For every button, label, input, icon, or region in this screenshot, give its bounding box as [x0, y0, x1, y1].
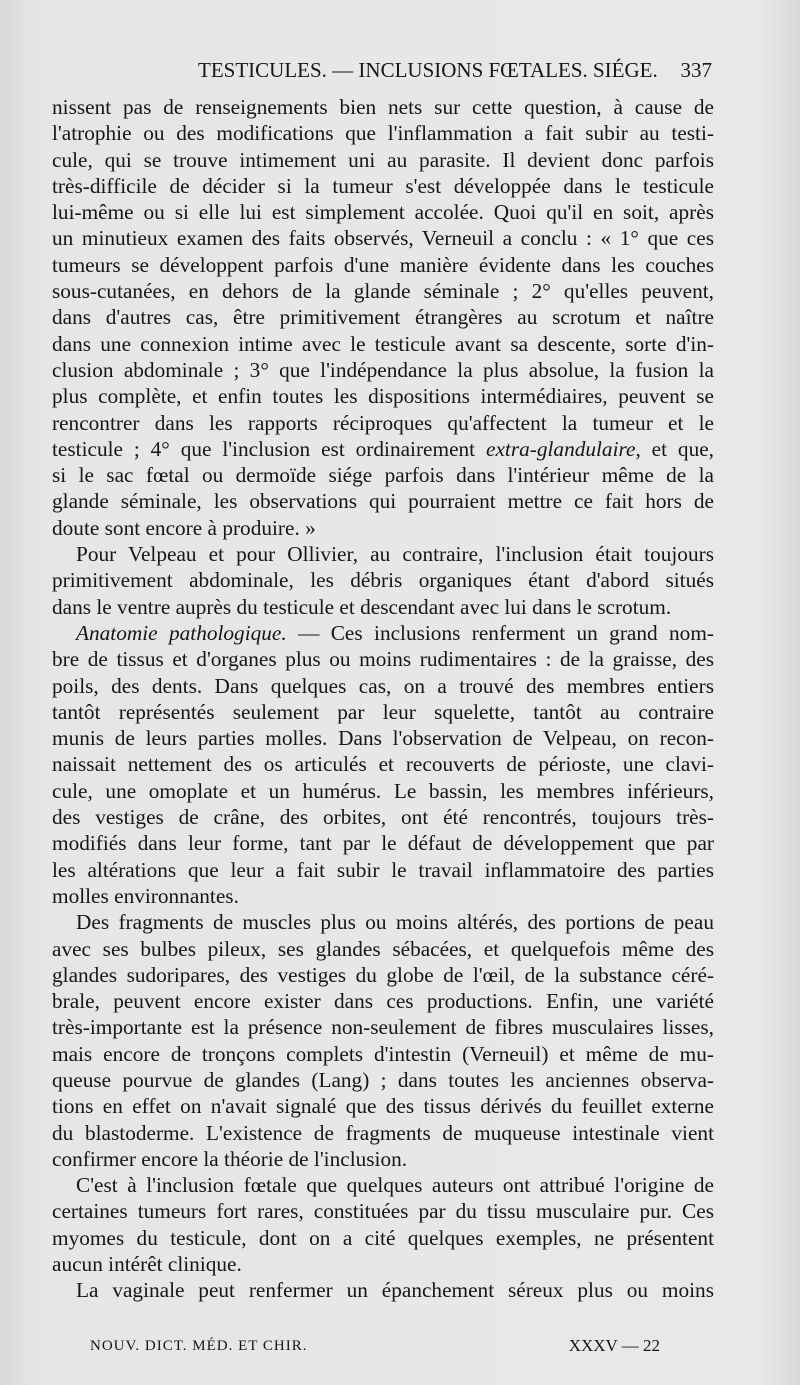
footer-signature: NOUV. DICT. MÉD. ET CHIR. — [90, 1338, 308, 1354]
text-line: l'atrophie ou des modifications que l'inflammation a fait subir au testi- — [52, 121, 714, 146]
text-line: bre de tissus et d'organes plus ou moins rudimentaires : de la graisse, des — [52, 647, 714, 672]
text-line: doute sont encore à produire. » — [52, 515, 316, 540]
paragraph — [52, 1277, 714, 1303]
text-line: primitivement abdominale, les débris organiques étant d'abord situés — [52, 568, 714, 593]
text-line: queuse pourvue de glandes (Lang) ; dans toutes les anciennes observa- — [52, 1067, 714, 1092]
text-line: modifiés dans leur forme, tant par le défaut de développement que par — [52, 831, 714, 856]
text-line-with-italic: testicule ; 4° que l'inclusion est ordinairement extra-glandulaire, et que, — [52, 436, 714, 461]
text-line: myomes du testicule, dont on a cité quelques exemples, ne présentent — [52, 1225, 714, 1250]
text-line: Des fragments de muscles plus ou moins altérés, des portions de peau — [76, 910, 714, 935]
paragraph — [52, 1172, 714, 1277]
text-line: des vestiges de crâne, des orbites, ont été rencontrés, toujours très- — [52, 805, 714, 830]
paragraph — [52, 94, 714, 541]
text-line: très-difficile de décider si la tumeur s'est développée dans le testicule — [52, 173, 714, 198]
paragraph — [52, 909, 714, 1172]
text-line: aucun intérêt clinique. — [52, 1252, 242, 1277]
paragraph — [52, 541, 714, 620]
text-line: munis de leurs parties molles. Dans l'observation de Velpeau, on recon- — [52, 726, 714, 751]
text-line: tantôt représentés seulement par leur squelette, tantôt au contraire — [52, 699, 714, 724]
text-line: La vaginale peut renfermer un épanchement séreux plus ou moins — [76, 1278, 714, 1303]
page-number: 337 — [680, 58, 712, 82]
text-line: dans d'autres cas, être primitivement étrangères au scrotum et naître — [52, 305, 714, 330]
text-line: un minutieux examen des faits observés, Verneuil a conclu : « 1° que ces — [52, 226, 714, 251]
text-line: très-importante est la présence non-seulement de fibres musculaires lisses, — [52, 1015, 714, 1040]
text-line-with-italic: Anatomie pathologique. — Ces inclusions renferment un grand nom- — [76, 620, 714, 645]
text-line: dans le ventre auprès du testicule et descendant avec lui dans le scrotum. — [52, 594, 672, 619]
body-text — [52, 94, 714, 1304]
text-line: plus complète, et enfin toutes les dispositions intermédiaires, peuvent se — [52, 384, 714, 409]
text-line: du blastoderme. L'existence de fragments de muqueuse intestinale vient — [52, 1120, 714, 1145]
text-line: cule, une omoplate et un humérus. Le bassin, les membres inférieurs, — [52, 778, 714, 803]
running-head — [52, 58, 712, 86]
text-line: nissent pas de renseignements bien nets sur cette question, à cause de — [52, 95, 714, 119]
text-line: tumeurs se développent parfois d'une manière évidente dans les couches — [52, 252, 714, 277]
text-line: glandes sudoripares, des vestiges du globe de l'œil, de la substance céré- — [52, 962, 714, 987]
footer-volume-mark: XXXV — 22 — [568, 1336, 660, 1355]
text-line: lui-même ou si elle lui est simplement accolée. Quoi qu'il en soit, après — [52, 200, 714, 225]
text-line: certaines tumeurs fort rares, constituées par du tissu musculaire pur. Ces — [52, 1199, 714, 1224]
text-line: dans une connexion intime avec le testicule avant sa descente, sorte d'in- — [52, 331, 714, 356]
text-line: les altérations que leur a fait subir le travail inflammatoire des parties — [52, 857, 714, 882]
text-line: Pour Velpeau et pour Ollivier, au contraire, l'inclusion était toujours — [76, 542, 714, 567]
page-footer — [90, 1338, 660, 1362]
text-line: tions en effet on n'avait signalé que des tissus dérivés du feuillet externe — [52, 1094, 714, 1119]
running-head-title: TESTICULES. — INCLUSIONS FŒTALES. SIÉGE. — [198, 58, 658, 82]
text-line: rencontrer dans les rapports réciproques qu'affectent la tumeur et le — [52, 410, 714, 435]
text-line: si le sac fœtal ou dermoïde siége parfois dans l'intérieur même de la — [52, 463, 714, 488]
text-line: poils, des dents. Dans quelques cas, on a trouvé des membres entiers — [52, 673, 714, 698]
text-line: confirmer encore la théorie de l'inclusion. — [52, 1146, 408, 1171]
text-line: brale, peuvent encore exister dans ces productions. Enfin, une variété — [52, 989, 714, 1014]
paragraph — [52, 620, 714, 909]
text-line: cule, qui se trouve intimement uni au parasite. Il devient donc parfois — [52, 147, 714, 172]
text-line: glande séminale, les observations qui pourraient mettre ce fait hors de — [52, 489, 714, 514]
text-line: mais encore de tronçons complets d'intestin (Verneuil) et même de mu- — [52, 1041, 714, 1066]
text-line: C'est à l'inclusion fœtale que quelques auteurs ont attribué l'origine de — [76, 1173, 714, 1198]
text-line: clusion abdominale ; 3° que l'indépendance la plus absolue, la fusion la — [52, 357, 714, 382]
text-line: avec ses bulbes pileux, ses glandes sébacées, et quelquefois même des — [52, 936, 714, 961]
text-line: sous-cutanées, en dehors de la glande séminale ; 2° qu'elles peuvent, — [52, 279, 714, 304]
text-line: molles environnantes. — [52, 883, 239, 908]
text-line: naissait nettement des os articulés et recouverts de périoste, une clavi- — [52, 752, 714, 777]
